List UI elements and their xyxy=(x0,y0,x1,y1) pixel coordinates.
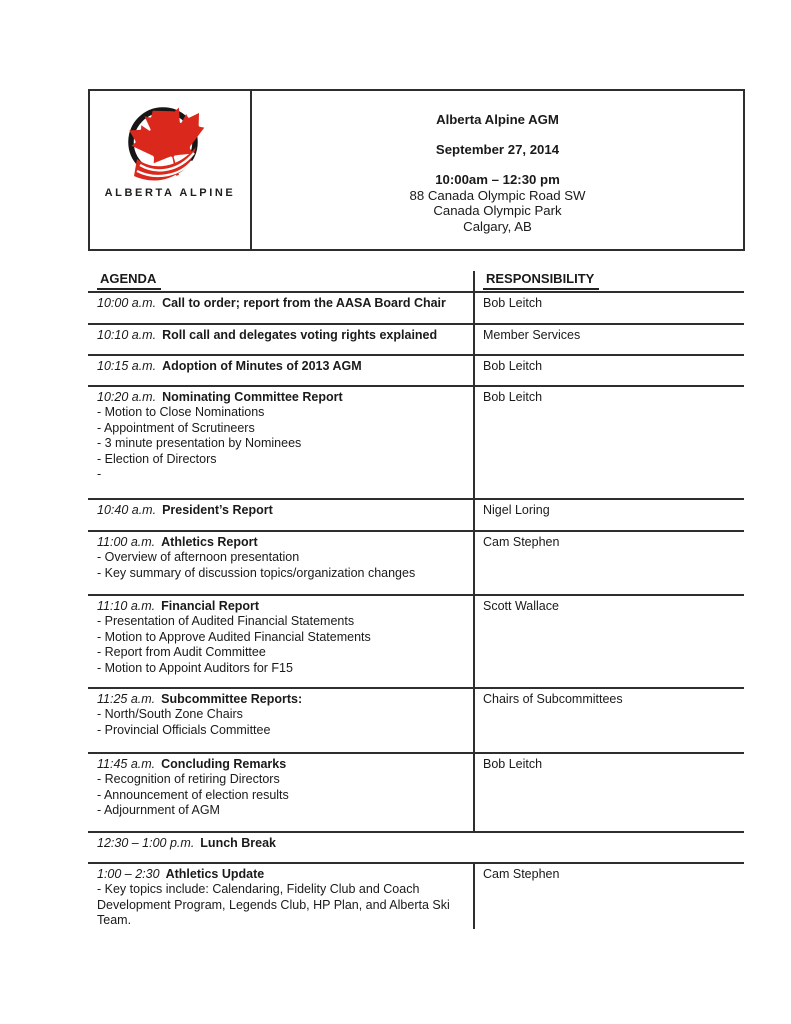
event-header-box xyxy=(88,89,745,251)
agenda-item-title: Financial Report xyxy=(161,598,260,613)
responsibility-name: Bob Leitch xyxy=(483,295,543,310)
agenda-item-detail: - Motion to Close Nominations xyxy=(97,405,265,419)
agenda-item-heading xyxy=(97,503,463,519)
agenda-item-title: Roll call and delegates voting rights explained xyxy=(162,327,438,342)
agenda-item-time: 11:45 a.m. xyxy=(97,756,156,771)
table-row xyxy=(88,387,744,500)
agenda-item-detail: - Appointment of Scrutineers xyxy=(97,420,255,435)
responsibility-name: Scott Wallace xyxy=(483,598,559,613)
agenda-item-detail: - Announcement of election results xyxy=(97,787,289,802)
agenda-item-detail: - Key topics include: Calendaring, Fidelity Club and Coach xyxy=(97,882,420,896)
agenda-item-title: Concluding Remarks xyxy=(161,756,287,771)
agenda-item-heading xyxy=(97,328,463,344)
agenda-item-cell xyxy=(88,500,475,530)
agenda-item-cell xyxy=(88,833,475,862)
agenda-item-title: Call to order; report from the AASA Board Chair xyxy=(162,295,446,310)
event-address-line2: Canada Olympic Park xyxy=(433,203,562,218)
responsibility-name: Bob Leitch xyxy=(483,358,543,373)
agenda-item-detail: - xyxy=(97,467,102,481)
agenda-item-time: 10:10 a.m. xyxy=(97,327,157,342)
agenda-header-row xyxy=(88,271,744,293)
event-date: September 27, 2014 xyxy=(435,141,560,157)
table-row xyxy=(88,596,744,689)
table-row xyxy=(88,325,744,356)
agenda-item-detail: - Motion to Appoint Auditors for F15 xyxy=(97,660,293,675)
responsibility-cell xyxy=(475,387,744,498)
responsibility-cell xyxy=(475,596,744,687)
agenda-item-time: 12:30 – 1:00 p.m. xyxy=(97,835,195,850)
agenda-item-title: Nominating Committee Report xyxy=(162,389,343,404)
agenda-item-heading xyxy=(97,535,463,551)
agenda-item-detail: - Election of Directors xyxy=(97,451,217,466)
agenda-item-detail: - Key summary of discussion topics/organization changes xyxy=(97,565,416,580)
agenda-item-detail: Development Program, Legends Club, HP Plan, and Alberta Ski Team. xyxy=(97,897,450,927)
agenda-item-title: Athletics Update xyxy=(165,866,265,881)
agenda-item-cell xyxy=(88,387,475,498)
responsibility-name: Bob Leitch xyxy=(483,389,543,404)
responsibility-cell xyxy=(475,356,744,385)
agenda-column-label: AGENDA xyxy=(97,271,161,290)
agenda-item-cell xyxy=(88,754,475,831)
agenda-item-heading xyxy=(97,836,465,852)
agenda-item-detail: - Presentation of Audited Financial Statements xyxy=(97,614,355,628)
responsibility-cell xyxy=(475,864,744,929)
agenda-item-title: President’s Report xyxy=(162,502,273,517)
agenda-item-time: 1:00 – 2:30 xyxy=(97,866,160,881)
table-row xyxy=(88,689,744,754)
agenda-item-cell xyxy=(88,689,475,752)
event-time-range: 10:00am – 12:30 pm xyxy=(435,172,560,187)
responsibility-cell xyxy=(475,689,744,752)
agenda-item-heading xyxy=(97,390,463,406)
responsibility-name: Chairs of Subcommittees xyxy=(483,691,623,706)
responsibility-name: Member Services xyxy=(483,327,581,342)
alberta-alpine-logo-icon xyxy=(95,105,245,185)
responsibility-cell xyxy=(475,325,744,354)
responsibility-cell xyxy=(475,500,744,530)
agenda-item-heading xyxy=(97,692,463,708)
agenda-rows xyxy=(88,293,744,929)
agenda-item-heading xyxy=(97,599,463,615)
event-details xyxy=(252,91,743,249)
agenda-item-time: 10:00 a.m. xyxy=(97,295,157,310)
agenda-item-title: Lunch Break xyxy=(200,835,277,850)
agenda-item-detail: - Motion to Approve Audited Financial Statements xyxy=(97,629,371,644)
responsibility-name: Cam Stephen xyxy=(483,866,560,881)
agenda-item-time: 11:00 a.m. xyxy=(97,534,156,549)
agenda-item-heading xyxy=(97,359,463,375)
table-row xyxy=(88,293,744,325)
agenda-item-title: Adoption of Minutes of 2013 AGM xyxy=(162,358,362,373)
agenda-item-cell xyxy=(88,864,475,929)
agenda-item-heading xyxy=(97,296,463,312)
table-row xyxy=(88,500,744,532)
responsibility-column-header xyxy=(475,271,744,291)
responsibility-name: Cam Stephen xyxy=(483,534,560,549)
table-row xyxy=(88,532,744,596)
agenda-item-detail: - Recognition of retiring Directors xyxy=(97,772,280,786)
agenda-item-time: 11:10 a.m. xyxy=(97,598,156,613)
agenda-item-title: Athletics Report xyxy=(161,534,258,549)
agenda-item-detail: - Adjournment of AGM xyxy=(97,803,220,817)
agenda-item-time: 10:20 a.m. xyxy=(97,389,157,404)
event-address-line1: 88 Canada Olympic Road SW xyxy=(409,187,586,203)
responsibility-column-label: RESPONSIBILITY xyxy=(483,271,599,290)
responsibility-name: Nigel Loring xyxy=(483,502,550,517)
agenda-item-heading xyxy=(97,757,463,773)
event-address-line3: Calgary, AB xyxy=(463,218,532,234)
agenda-item-time: 10:40 a.m. xyxy=(97,502,157,517)
agenda-item-cell xyxy=(88,596,475,687)
table-row xyxy=(88,754,744,833)
responsibility-cell xyxy=(475,833,744,862)
agenda-table xyxy=(88,271,744,929)
agenda-item-detail: - 3 minute presentation by Nominees xyxy=(97,436,302,450)
responsibility-cell xyxy=(475,754,744,831)
agenda-item-cell xyxy=(88,293,475,323)
agenda-item-detail: - Overview of afternoon presentation xyxy=(97,550,300,564)
agenda-item-detail: - Report from Audit Committee xyxy=(97,645,266,659)
table-row xyxy=(88,864,744,929)
logo-wordmark: ALBERTA ALPINE xyxy=(104,187,236,199)
agenda-item-detail: - Provincial Officials Committee xyxy=(97,722,271,737)
responsibility-cell xyxy=(475,293,744,323)
agenda-item-time: 11:25 a.m. xyxy=(97,691,156,706)
agenda-item-title: Subcommittee Reports: xyxy=(161,691,303,706)
agenda-item-time: 10:15 a.m. xyxy=(97,358,157,373)
agenda-item-cell xyxy=(88,356,475,385)
table-row xyxy=(88,833,744,864)
table-row xyxy=(88,356,744,387)
agenda-item-detail: - North/South Zone Chairs xyxy=(97,707,243,721)
agenda-item-heading xyxy=(97,867,463,883)
agenda-item-cell xyxy=(88,325,475,354)
event-title: Alberta Alpine AGM xyxy=(436,112,559,127)
responsibility-cell xyxy=(475,532,744,594)
logo-cell xyxy=(90,91,252,249)
agenda-item-cell xyxy=(88,532,475,594)
agenda-column-header xyxy=(88,271,475,291)
responsibility-name: Bob Leitch xyxy=(483,756,543,771)
